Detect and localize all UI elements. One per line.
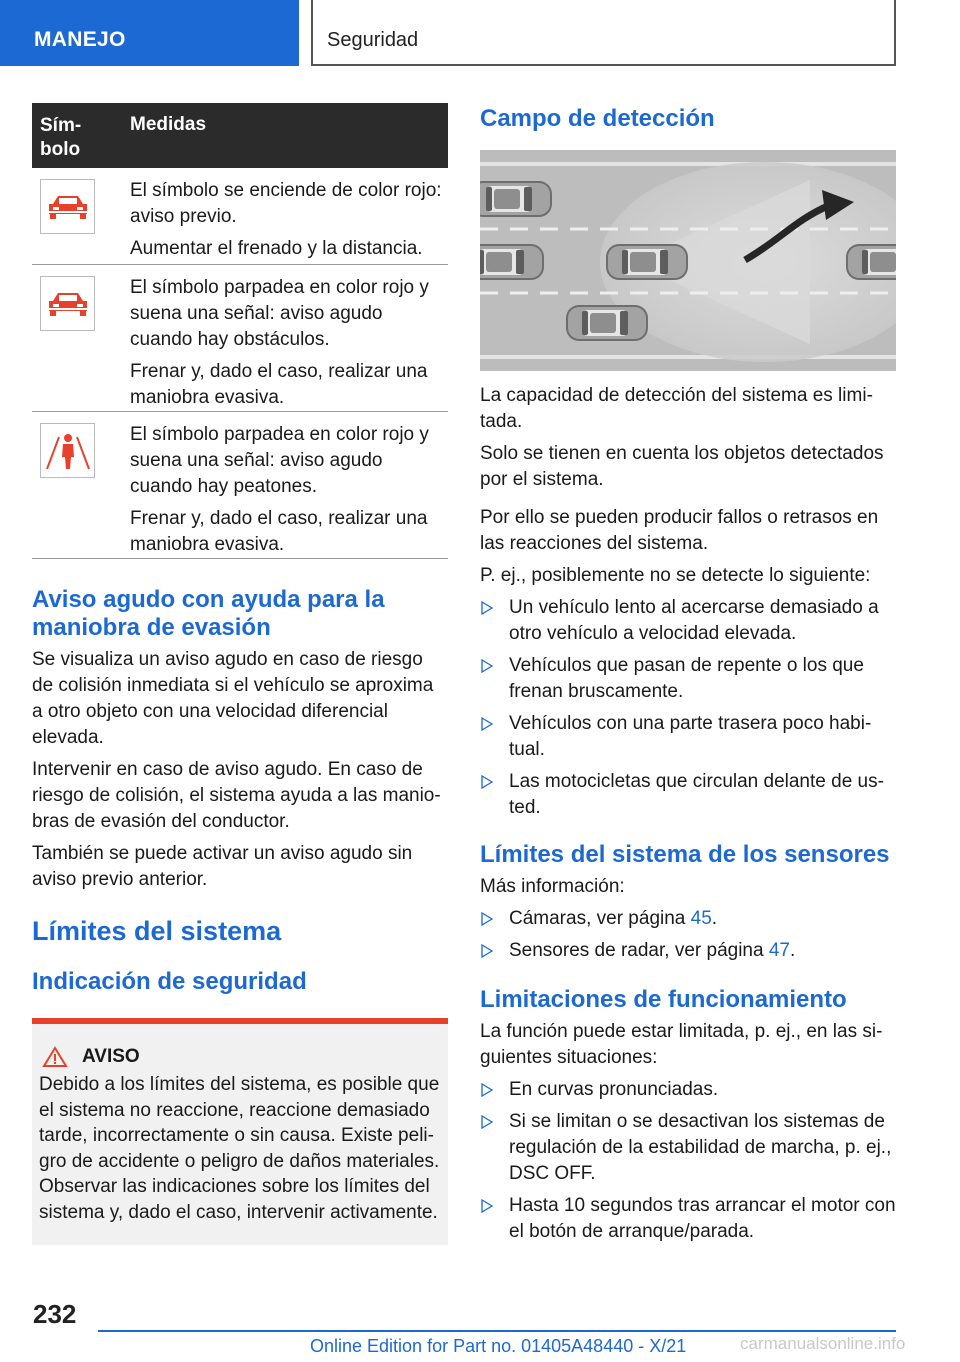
car-warning-icon: [40, 179, 95, 234]
measures-table: [32, 103, 448, 559]
list-item: Sensores de radar, ver página 47.: [480, 938, 896, 964]
evasion-heading: Aviso agudo con ayuda para la maniobra de evasión: [32, 586, 385, 641]
left-column: [32, 103, 448, 1245]
section-tab: [0, 0, 299, 66]
bullet-triangle-icon: [481, 601, 493, 615]
table-row: El símbolo parpadea en color rojo y suena una señal: aviso agudo cuando hay obstáculos. Frenar y, dado el caso, realizar una maniobra evasiva.: [32, 265, 448, 412]
symbol-column-header: Sím- bolo: [40, 115, 82, 160]
watermark: carmanualsonline.info: [740, 1334, 906, 1353]
pedestrian-warning-icon: [40, 423, 95, 478]
table-header: [32, 103, 448, 168]
list-item: Vehículos que pasan de repente o los que frenan bruscamente.: [480, 653, 896, 705]
topic-title: Seguridad: [327, 29, 419, 51]
detection-list: [480, 595, 896, 821]
list-item: Un vehículo lento al acercarse demasiado a otro vehículo a velocidad elevada.: [480, 595, 896, 647]
detection-field-illustration: [480, 150, 896, 371]
list-item: Las motocicletas que circulan delante de usted.: [480, 769, 896, 821]
bullet-triangle-icon: [481, 944, 493, 958]
table-row: El símbolo parpadea en color rojo y suena una señal: aviso agudo cuando hay peatones. Frenar y, dado el caso, realizar una maniobra evasiva.: [32, 412, 448, 559]
sensors-list: [480, 906, 896, 964]
list-item: Vehículos con una parte trasera poco habitual.: [480, 711, 896, 763]
bullet-triangle-icon: [481, 775, 493, 789]
section-title: MANEJO: [34, 28, 126, 51]
bullet-triangle-icon: [481, 1083, 493, 1097]
safety-heading: Indicación de seguridad: [32, 968, 307, 995]
edition-footer: Online Edition for Part no. 01405A48440 - X/21: [310, 1336, 687, 1356]
bullet-triangle-icon: [481, 659, 493, 673]
function-intro: La función puede estar limitada, p. ej., en las siguientes situaciones:: [480, 1021, 883, 1068]
list-item: Hasta 10 segundos tras arrancar el motor con el botón de arranque/parada.: [480, 1193, 896, 1245]
page-link-radar[interactable]: 47: [768, 940, 790, 961]
detection-paragraph: Solo se tienen en cuenta los objetos detectados por el sistema.: [480, 443, 884, 490]
bullet-triangle-icon: [481, 1199, 493, 1213]
sensors-heading: Límites del sistema de los sensores: [480, 841, 890, 868]
list-item: Si se limitan o se desactivan los sistemas de regulación de la estabilidad de marcha, p. ej., DSC OFF.: [480, 1109, 896, 1187]
bullet-triangle-icon: [481, 912, 493, 926]
sensors-intro: Más información:: [480, 876, 625, 897]
topic-header: [311, 0, 896, 66]
evasion-paragraph: También se puede activar un aviso agudo sin aviso previo anterior.: [32, 843, 413, 890]
detection-paragraph: P. ej., posiblemente no se detecte lo siguiente:: [480, 565, 871, 586]
bullet-triangle-icon: [481, 717, 493, 731]
footer-rule: [98, 1330, 896, 1332]
detection-paragraph: La capacidad de detección del sistema es limitada.: [480, 385, 873, 432]
limits-heading: Límites del sistema: [32, 916, 282, 946]
evasion-paragraph: Intervenir en caso de aviso agudo. En caso de riesgo de colisión, el sistema ayuda a las maniobras de evasión del conductor.: [32, 759, 441, 832]
detection-paragraph: Por ello se pueden producir fallos o retrasos en las reacciones del sistema.: [480, 507, 879, 554]
warning-triangle-icon: [42, 1046, 68, 1068]
table-row: El símbolo se enciende de color rojo: aviso previo. Aumentar el frenado y la distancia.: [32, 168, 448, 265]
bullet-triangle-icon: [481, 1115, 493, 1129]
detection-heading: Campo de detección: [480, 105, 715, 132]
page-number: 232: [33, 1299, 77, 1329]
warning-box: [32, 1018, 448, 1245]
list-item: En curvas pronunciadas.: [480, 1077, 896, 1103]
right-column: [480, 103, 896, 1245]
list-item: Cámaras, ver página 45.: [480, 906, 896, 932]
function-heading: Limitaciones de funcionamiento: [480, 986, 847, 1013]
car-warning-icon: [40, 276, 95, 331]
warning-label: AVISO: [82, 1046, 140, 1067]
evasion-paragraph: Se visualiza un aviso agudo en caso de riesgo de colisión inmediata si el vehículo se aproxima a otro objeto con una velocidad diferencial elevada.: [32, 649, 434, 748]
warning-text: Debido a los límites del sistema, es posible que el sistema no reaccione, reaccione demasiado tarde, incorrectamente o sin causa. Existe peligro de accidente o peligro de daños materiales. Observar las indicaciones sobre los límites del sistema y, dado el caso, intervenir activamente.: [39, 1074, 440, 1223]
page-link-cameras[interactable]: 45: [690, 908, 712, 929]
measures-column-header: Medidas: [130, 114, 207, 135]
function-list: [480, 1077, 896, 1245]
